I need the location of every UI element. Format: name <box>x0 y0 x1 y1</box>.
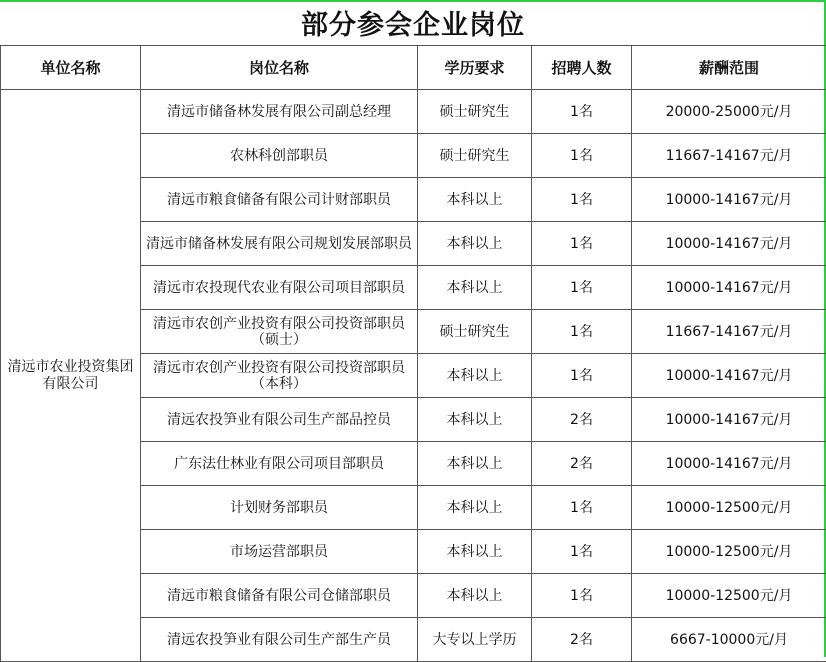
page-title: 部分参会企业岗位 <box>301 3 525 42</box>
salary-cell: 6667-10000元/月 <box>632 618 826 662</box>
education-cell: 本科以上 <box>418 574 532 618</box>
count-cell: 1名 <box>532 222 632 266</box>
education-cell: 本科以上 <box>418 530 532 574</box>
count-cell: 1名 <box>532 134 632 178</box>
position-cell: 清远农投笋业有限公司生产部品控员 <box>141 398 418 442</box>
salary-cell: 10000-14167元/月 <box>632 266 826 310</box>
position-cell: 广东法仕林业有限公司项目部职员 <box>141 442 418 486</box>
count-cell: 1名 <box>532 354 632 398</box>
header-count: 招聘人数 <box>532 46 632 90</box>
salary-cell: 10000-14167元/月 <box>632 178 826 222</box>
position-cell: 清远市储备林发展有限公司副总经理 <box>141 90 418 134</box>
salary-cell: 10000-12500元/月 <box>632 574 826 618</box>
education-cell: 本科以上 <box>418 222 532 266</box>
header-salary: 薪酬范围 <box>632 46 826 90</box>
title-bar <box>0 0 826 45</box>
count-cell: 2名 <box>532 442 632 486</box>
education-cell: 本科以上 <box>418 398 532 442</box>
salary-cell: 10000-14167元/月 <box>632 398 826 442</box>
position-cell: 清远市粮食储备有限公司计财部职员 <box>141 178 418 222</box>
position-cell: 清远市储备林发展有限公司规划发展部职员 <box>141 222 418 266</box>
education-cell: 本科以上 <box>418 442 532 486</box>
education-cell: 本科以上 <box>418 266 532 310</box>
position-cell: 计划财务部职员 <box>141 486 418 530</box>
salary-cell: 10000-12500元/月 <box>632 486 826 530</box>
count-cell: 1名 <box>532 90 632 134</box>
position-cell: 清远市农创产业投资有限公司投资部职员（本科） <box>141 354 418 398</box>
education-cell: 硕士研究生 <box>418 90 532 134</box>
education-cell: 硕士研究生 <box>418 134 532 178</box>
education-cell: 本科以上 <box>418 178 532 222</box>
position-cell: 农林科创部职员 <box>141 134 418 178</box>
jobs-table <box>0 45 826 662</box>
count-cell: 1名 <box>532 266 632 310</box>
education-cell: 本科以上 <box>418 486 532 530</box>
header-row <box>1 46 826 90</box>
unit-name-cell: 清远市农业投资集团有限公司 <box>1 90 141 662</box>
header-position: 岗位名称 <box>141 46 418 90</box>
education-cell: 大专以上学历 <box>418 618 532 662</box>
salary-cell: 10000-14167元/月 <box>632 222 826 266</box>
salary-cell: 20000-25000元/月 <box>632 90 826 134</box>
education-cell: 硕士研究生 <box>418 310 532 354</box>
education-cell: 本科以上 <box>418 354 532 398</box>
count-cell: 1名 <box>532 310 632 354</box>
position-cell: 清远农投笋业有限公司生产部生产员 <box>141 618 418 662</box>
salary-cell: 11667-14167元/月 <box>632 134 826 178</box>
count-cell: 1名 <box>532 530 632 574</box>
header-unit: 单位名称 <box>1 46 141 90</box>
header-education: 学历要求 <box>418 46 532 90</box>
salary-cell: 10000-12500元/月 <box>632 530 826 574</box>
table-row <box>1 90 826 134</box>
count-cell: 2名 <box>532 618 632 662</box>
count-cell: 2名 <box>532 398 632 442</box>
salary-cell: 10000-14167元/月 <box>632 354 826 398</box>
position-cell: 清远市粮食储备有限公司仓储部职员 <box>141 574 418 618</box>
count-cell: 1名 <box>532 178 632 222</box>
table-body <box>1 90 826 662</box>
position-cell: 清远市农投现代农业有限公司项目部职员 <box>141 266 418 310</box>
count-cell: 1名 <box>532 486 632 530</box>
salary-cell: 10000-14167元/月 <box>632 442 826 486</box>
count-cell: 1名 <box>532 574 632 618</box>
position-cell: 市场运营部职员 <box>141 530 418 574</box>
salary-cell: 11667-14167元/月 <box>632 310 826 354</box>
position-cell: 清远市农创产业投资有限公司投资部职员（硕士） <box>141 310 418 354</box>
table-header <box>1 46 826 90</box>
